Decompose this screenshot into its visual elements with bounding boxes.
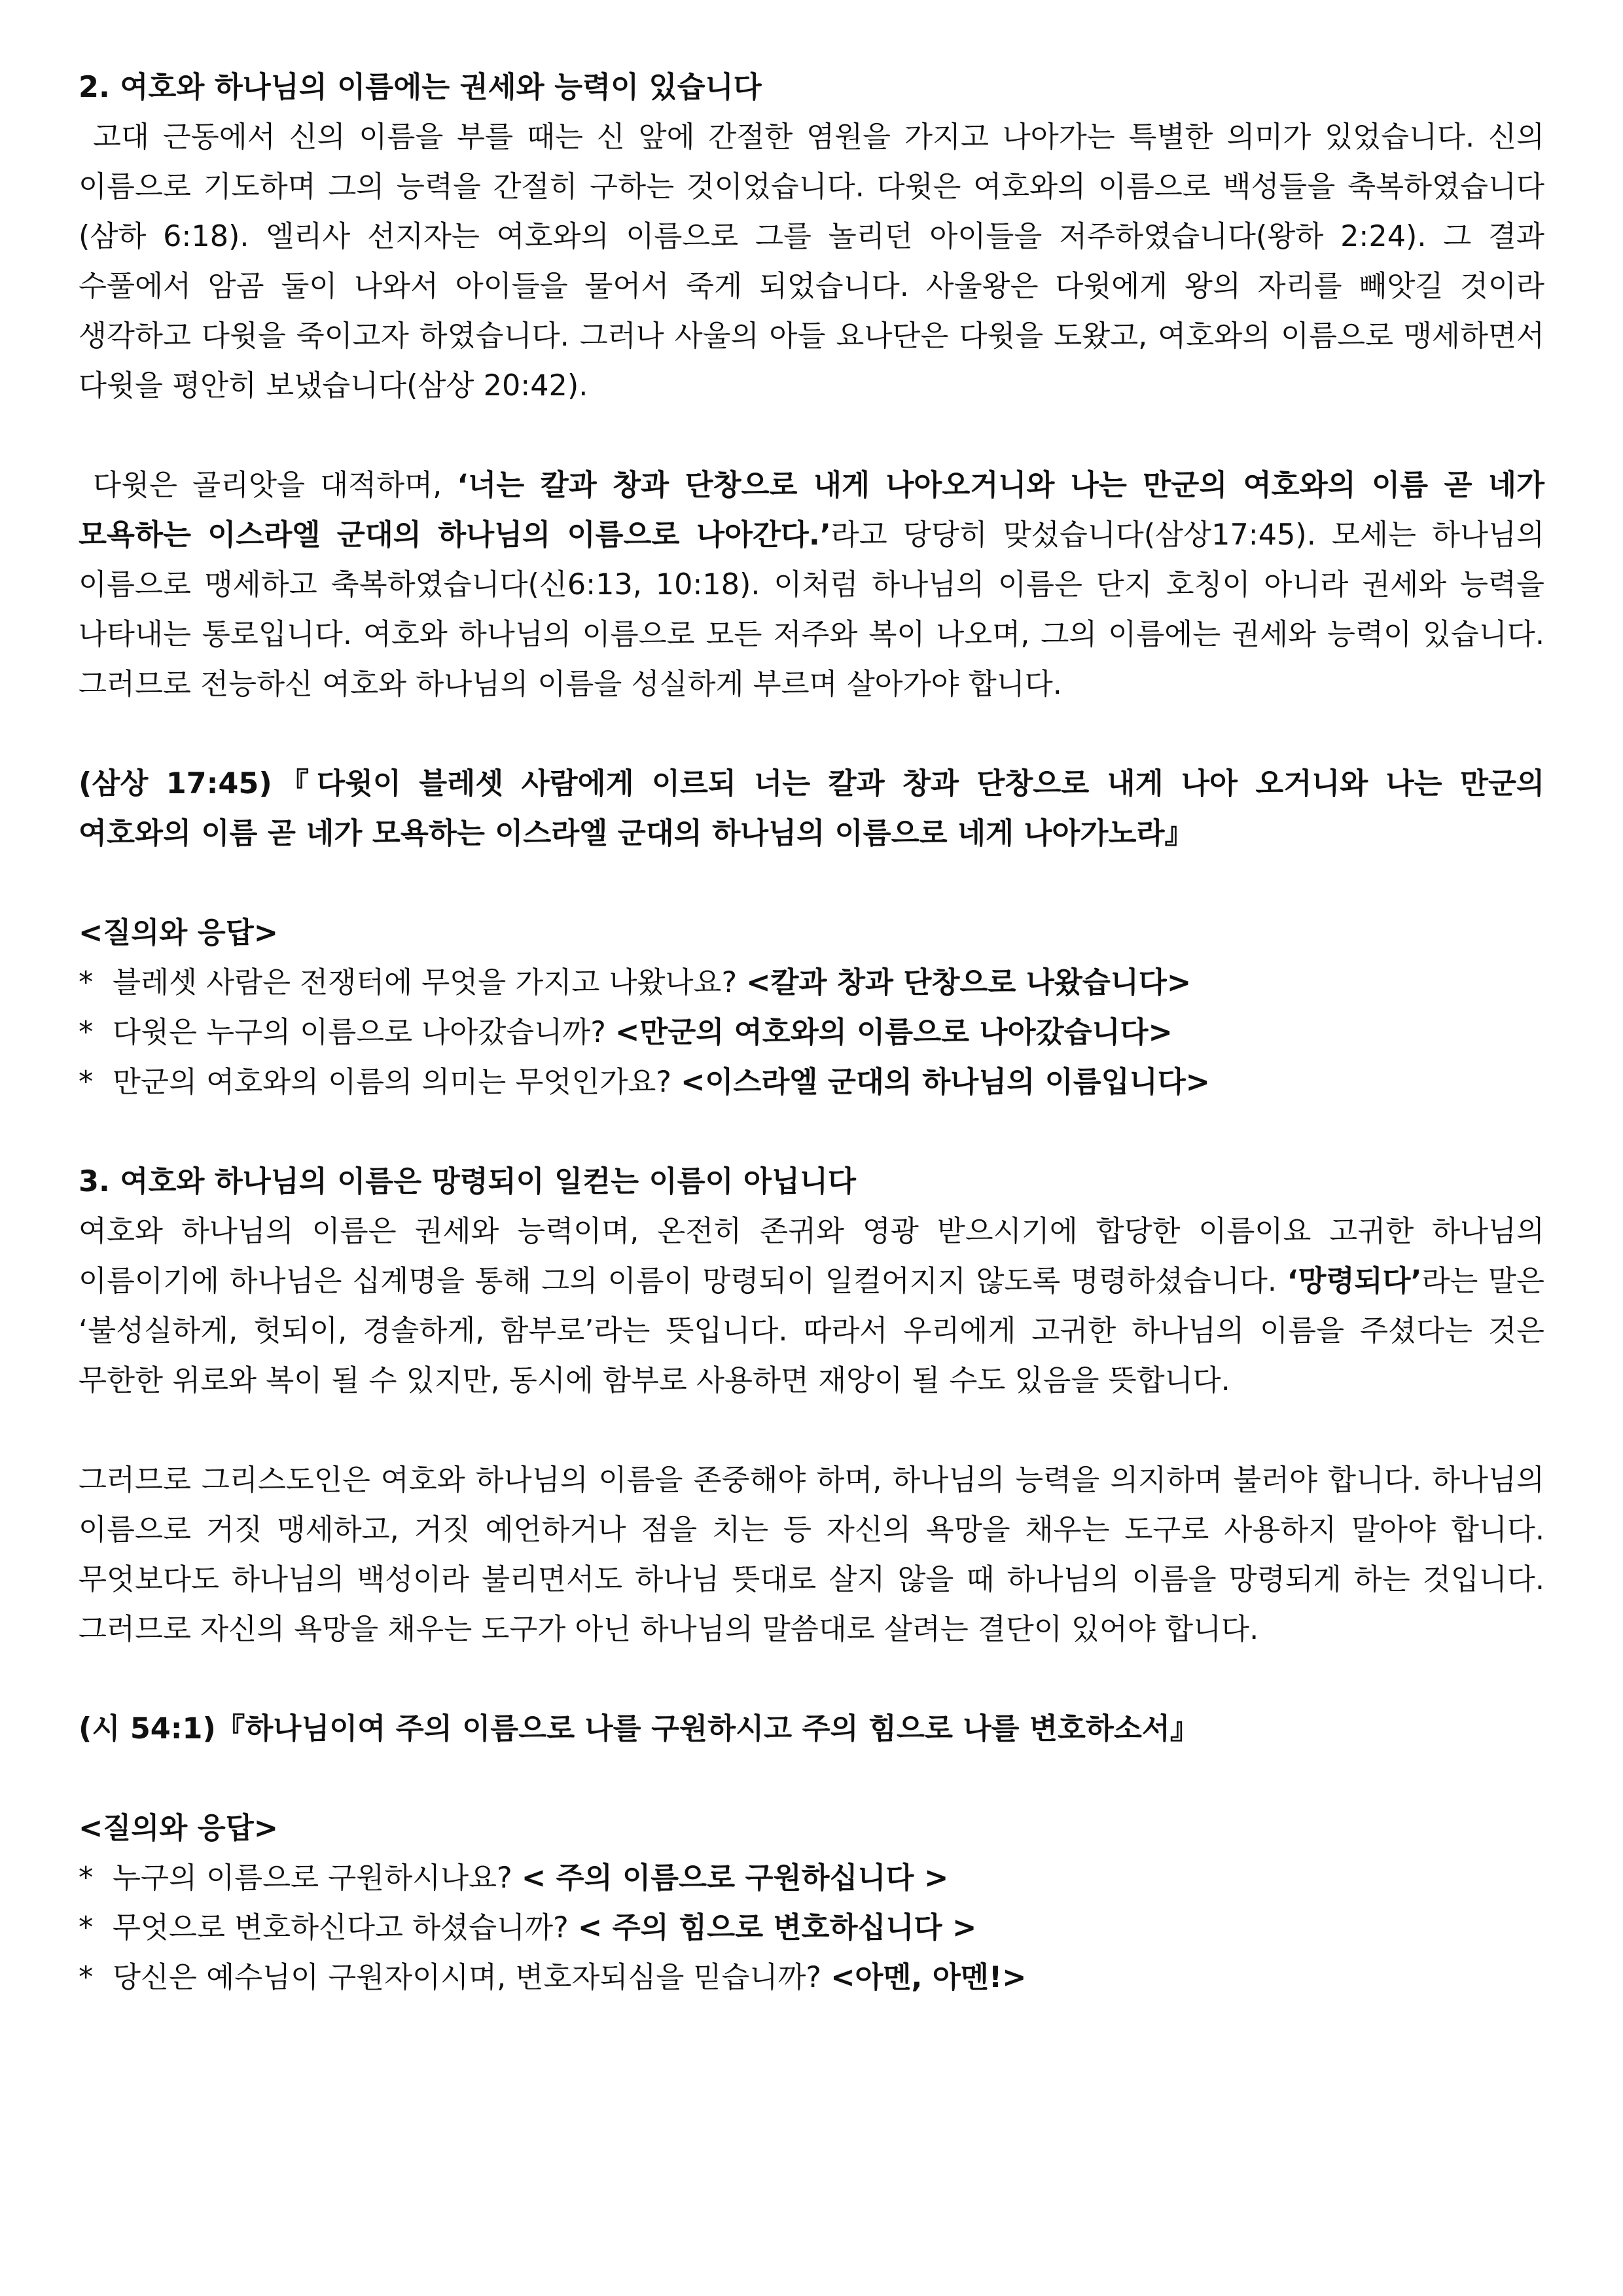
question-text: 만군의 여호와의 이름의 의미는 무엇인가요?: [113, 1066, 681, 1099]
section-2-paragraph-1: 고대 근동에서 신의 이름을 부를 때는 신 앞에 간절한 염원을 가지고 나아가는 특별한 의미가 있었습니다. 신의 이름으로 기도하며 그의 능력을 간절히 구하는 것이었습니다. 다윗은 여호와의 이름으로 백성들을 축복하였습니다(삼하 6:18). 엘리사 선지자는 여호와의 이름으로 그를 놀리던 아이들을 저주하였습니다(왕하 2:24). 그 결과 수풀에서 암곰 둘이 나와서 아이들을 물어서 죽게 되었습니다. 사울왕은 다윗에게 왕의 자리를 빼앗길 것이라 생각하고 다윗을 죽이고자 하였습니다. 그러나 사울의 아들 요나단은 다윗을 도왔고, 여호와의 이름으로 맹세하면서 다윗을 평안히 보냈습니다(삼상 20:42).: [79, 120, 1544, 403]
paragraph-text: 다윗은 골리앗을 대적하며,: [93, 469, 457, 502]
question-text: 무엇으로 변호하신다고 하셨습니까?: [113, 1911, 578, 1945]
spacer: [79, 1406, 1544, 1456]
qa-item: [79, 1008, 1544, 1058]
question-text: 다윗은 누구의 이름으로 나아갔습니까?: [113, 1016, 615, 1049]
paragraph-text: 라는 말은 ‘불성실하게, 헛되이, 경솔하게, 함부로’라는 뜻입니다. 따라서 우리에게 고귀한 하나님의 이름을 주셨다는 것은 무한한 위로와 복이 될 수 있지만, 동시에 함부로 사용하면 재앙이 될 수도 있음을 뜻합니다.: [79, 1265, 1544, 1397]
answer-text: <이스라엘 군대의 하나님의 이름입니다>: [681, 1066, 1210, 1099]
document-page: [79, 63, 1544, 2003]
spacer: [79, 859, 1544, 908]
qa-title: <질의와 응답>: [79, 1812, 279, 1845]
bullet: *: [79, 1861, 94, 1895]
section-2-paragraph-2: [79, 461, 1544, 709]
qa-item: [79, 1953, 1544, 2003]
section-2-heading: 2. 여호와 하나님의 이름에는 권세와 능력이 있습니다: [79, 71, 762, 104]
answer-text: < 주의 힘으로 변호하십니다 >: [577, 1911, 977, 1945]
paragraph-text: 라고 당당히 맞섰습니다(삼상17:45). 모세는 하나님의 이름으로 맹세하고 축복하였습니다(신6:13, 10:18). 이처럼 하나님의 이름은 단지 호칭이 아니라 권세와 능력을 나타내는 통로입니다. 여호와 하나님의 이름으로 모든 저주와 복이 나오며, 그의 이름에는 권세와 능력이 있습니다. 그러므로 전능하신 여호와 하나님의 이름을 성실하게 부르며 살아가야 합니다.: [79, 518, 1544, 701]
answer-text: <만군의 여호와의 이름으로 나아갔습니다>: [615, 1016, 1173, 1049]
spacer: [79, 411, 1544, 461]
spacer: [79, 1754, 1544, 1804]
qa-item: [79, 958, 1544, 1008]
spacer: [79, 1655, 1544, 1704]
section-3-paragraph-1: [79, 1207, 1544, 1406]
section-3-heading: 3. 여호와 하나님의 이름은 망령되이 일컫는 이름이 아닙니다: [79, 1165, 857, 1198]
spacer: [79, 1107, 1544, 1157]
question-text: 블레셋 사람은 전쟁터에 무엇을 가지고 나왔나요?: [113, 966, 747, 999]
bullet: *: [79, 1911, 94, 1945]
answer-text: < 주의 이름으로 구원하십니다 >: [521, 1861, 949, 1895]
qa-item: [79, 1854, 1544, 1903]
scripture-verse: (삼상 17:45)『다윗이 블레셋 사람에게 이르되 너는 칼과 창과 단창으로 내게 나아 오거니와 나는 만군의 여호와의 이름 곧 네가 모욕하는 이스라엘 군대의 하나님의 이름으로 네게 나아가노라』: [79, 767, 1544, 850]
bullet: *: [79, 966, 94, 999]
question-text: 누구의 이름으로 구원하시나요?: [113, 1861, 522, 1895]
quoted-emphasis: ‘너는 칼과 창과 단창으로 내게 나아오거니와 나는 만군의 여호와의 이름 곧 네가 모욕하는 이스라엘 군대의 하나님의 이름으로 나아간다.’: [79, 469, 1544, 552]
answer-text: <칼과 창과 단창으로 나왔습니다>: [746, 966, 1192, 999]
qa-item: [79, 1058, 1544, 1107]
section-3-paragraph-2: 그러므로 그리스도인은 여호와 하나님의 이름을 존중해야 하며, 하나님의 능력을 의지하며 불러야 합니다. 하나님의 이름으로 거짓 맹세하고, 거짓 예언하거나 점을 치는 등 자신의 욕망을 채우는 도구로 사용하지 말아야 합니다. 무엇보다도 하나님의 백성이라 불리면서도 하나님 뜻대로 살지 않을 때 하나님의 이름을 망령되게 하는 것입니다. 그러므로 자신의 욕망을 채우는 도구가 아닌 하나님의 말씀대로 살려는 결단이 있어야 합니다.: [79, 1463, 1544, 1646]
qa-title: <질의와 응답>: [79, 916, 279, 950]
question-text: 당신은 예수님이 구원자이시며, 변호자되심을 믿습니까?: [113, 1961, 831, 1994]
qa-item: [79, 1903, 1544, 1953]
spacer: [79, 709, 1544, 759]
answer-text: <아멘, 아멘!>: [830, 1961, 1027, 1994]
bullet: *: [79, 1016, 94, 1049]
paragraph-text: 여호와 하나님의 이름은 권세와 능력이며, 온전히 존귀와 영광 받으시기에 합당한 이름이요 고귀한 하나님의 이름이기에 하나님은 십계명을 통해 그의 이름이 망령되이 일컬어지지 않도록 명령하셨습니다.: [79, 1215, 1544, 1298]
bullet: *: [79, 1066, 94, 1099]
term-emphasis: ‘망령되다’: [1287, 1265, 1422, 1298]
scripture-verse: (시 54:1)『하나님이여 주의 이름으로 나를 구원하시고 주의 힘으로 나를 변호하소서』: [79, 1712, 1200, 1746]
bullet: *: [79, 1961, 94, 1994]
